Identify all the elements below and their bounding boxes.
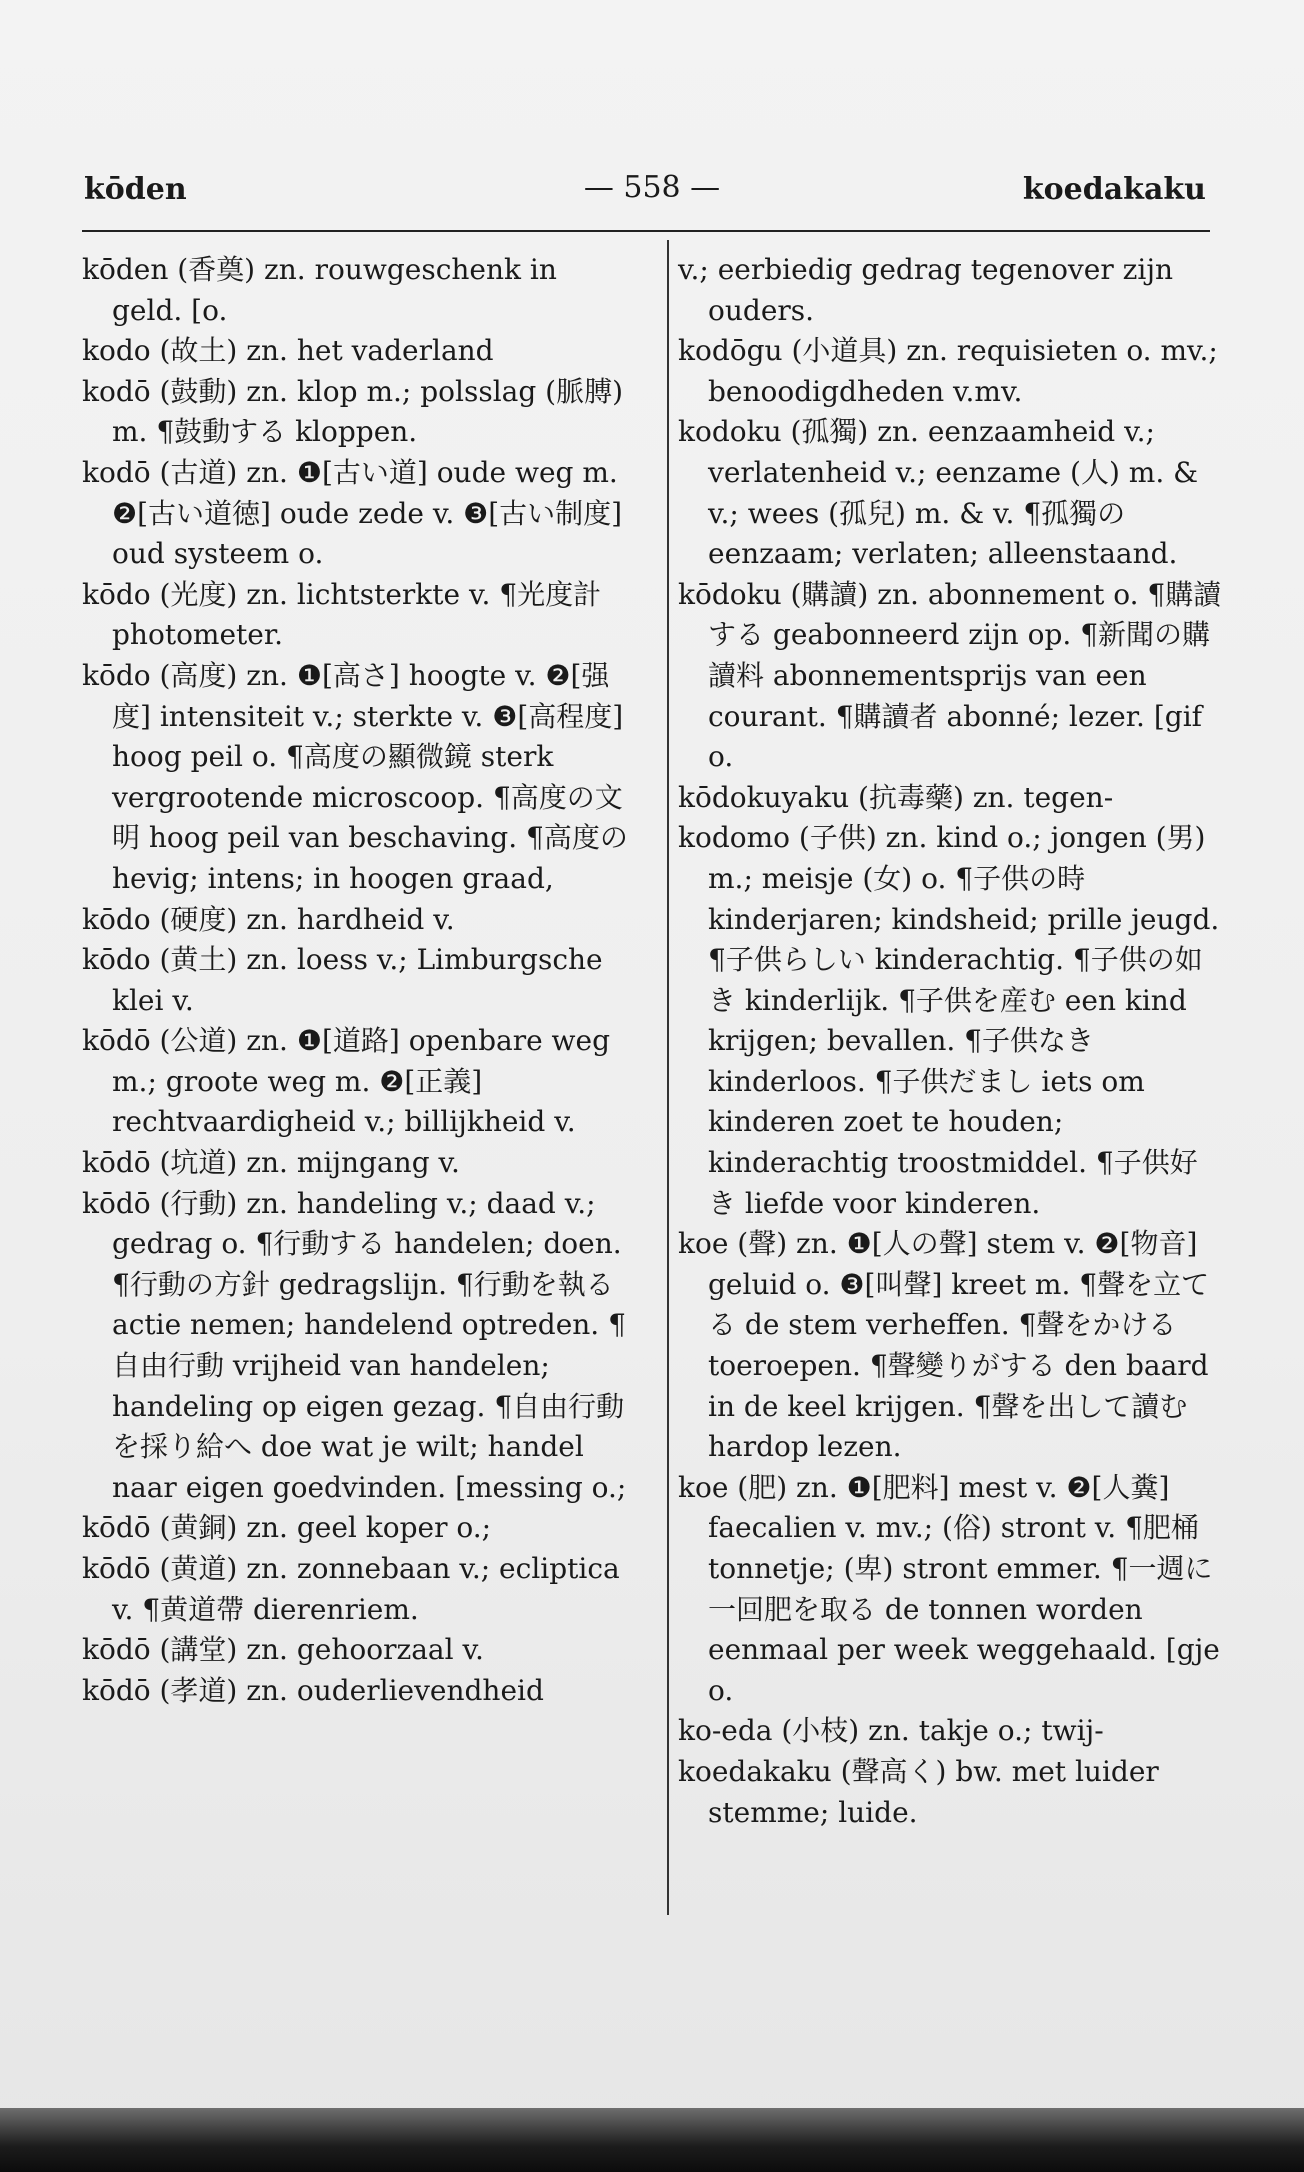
dictionary-entry: kōdō (講堂) zn. gehoorzaal v.: [82, 1633, 484, 1667]
dictionary-entry: kōdō (黄銅) zn. geel koper o.;: [82, 1511, 492, 1545]
dictionary-entry: v.; eerbiedig gedrag tegenover zijn ouders.: [678, 253, 1174, 327]
dictionary-entry: kodoku (孤獨) zn. eenzaamheid v.; verlatenheid v.; eenzame (人) m. & v.; wees (孤兒) m. & v. ¶孤獨の eenzaam; verlaten; alleenstaand.: [678, 415, 1199, 571]
header-rule: [82, 230, 1210, 232]
dictionary-entry: kodō (古道) zn. ❶[古い道] oude weg m. ❷[古い道徳] oude zede v. ❸[古い制度] oud systeem o.: [82, 455, 623, 571]
dictionary-entry: kodōgu (小道具) zn. requisieten o. mv.; benoodigdheden v.mv.: [678, 334, 1218, 408]
dictionary-entry: kōdō (坑道) zn. mijngang v.: [82, 1146, 460, 1180]
dictionary-entry: kodomo (子供) zn. kind o.; jongen (男) m.; meisje (女) o. ¶子供の時 kinderjaren; kindsheid; prille jeugd. ¶子供らしい kinderachtig. ¶子供の如き kinderlijk. ¶子供を産む een kind krijgen; bevallen. ¶子供なき kinderloos. ¶子供だまし iets om kinderen zoet te houden; kinderachtig troostmiddel. ¶子供好き liefde voor kinderen.: [678, 821, 1220, 1220]
dictionary-entry: kodo (故土) zn. het vaderland: [82, 334, 494, 368]
dictionary-entry: kōdō (黄道) zn. zonnebaan v.; ecliptica v. ¶黄道帶 dierenriem.: [82, 1552, 620, 1626]
running-head-left: kōden: [84, 172, 187, 207]
dictionary-entry: kōden (香奠) zn. rouwgeschenk in geld. [o.: [82, 253, 557, 327]
dictionary-entry: kōdo (硬度) zn. hardheid v.: [82, 902, 455, 936]
page-number: — 558 —: [583, 170, 721, 205]
dictionary-entry: kōdokuyaku (抗毒藥) zn. tegen-: [678, 780, 1114, 814]
dictionary-entry: kōdoku (購讀) zn. abonnement o. ¶購讀する geabonneerd zijn op. ¶新聞の購讀料 abonnementsprijs van een courant. ¶購讀者 abonné; lezer. [gif o.: [678, 577, 1222, 774]
dictionary-entry: kodō (鼓動) zn. klop m.; polsslag (脈膊) m. ¶鼓動する kloppen.: [82, 374, 624, 449]
dictionary-entry: kōdō (行動) zn. handeling v.; daad v.; gedrag o. ¶行動する handelen; doen. ¶行動の方針 gedragslijn. ¶行動を執る actie nemen; handelend optreden. ¶自由行動 vrijheid van handelen; handeling op eigen gezag. ¶自由行動を採り給へ doe wat je wilt; handel naar eigen goedvinden. [messing o.;: [82, 1186, 627, 1504]
running-head-right: koedakaku: [1022, 172, 1206, 207]
dictionary-entry: koe (聲) zn. ❶[人の聲] stem v. ❷[物音] geluid o. ❸[叫聲] kreet m. ¶聲を立てる de stem verheffen. ¶聲をかける toeroepen. ¶聲變りがする den baard in de keel krijgen. ¶聲を出して讀む hardop lezen.: [678, 1227, 1210, 1464]
dictionary-entry: kōdō (孝道) zn. ouderlievendheid: [82, 1673, 544, 1707]
right-column: [678, 250, 1224, 1833]
column-rule: [667, 240, 669, 1915]
dictionary-entry: ko-eda (小枝) zn. takje o.; twij-: [678, 1714, 1104, 1748]
left-column: [82, 250, 630, 1711]
dictionary-entry: koe (肥) zn. ❶[肥料] mest v. ❷[人糞] faecalien v. mv.; (俗) stront v. ¶肥桶 tonnetje; (卑) stront emmer. ¶一週に一回肥を取る de tonnen worden eenmaal per week weggehaald. [gje o.: [678, 1470, 1220, 1707]
dictionary-entry: kōdo (光度) zn. lichtsterkte v. ¶光度計 photometer.: [82, 577, 602, 652]
dictionary-entry: kōdō (公道) zn. ❶[道路] openbare weg m.; groote weg m. ❷[正義] rechtvaardigheid v.; billijkheid v.: [82, 1024, 611, 1139]
dictionary-entry: kōdo (黄土) zn. loess v.; Limburgsche klei v.: [82, 943, 603, 1017]
dictionary-entry: kōdo (高度) zn. ❶[高さ] hoogte v. ❷[强度] intensiteit v.; sterkte v. ❸[高程度] hoog peil o. ¶高度の顯微鏡 sterk vergrootende microscoop. ¶高度の文明 hoog peil van beschaving. ¶高度の hevig; intens; in hoogen graad,: [82, 658, 628, 895]
dictionary-entry: koedakaku (聲高く) bw. met luider stemme; luide.: [678, 1754, 1159, 1829]
page-edge-shadow: [0, 2108, 1304, 2172]
